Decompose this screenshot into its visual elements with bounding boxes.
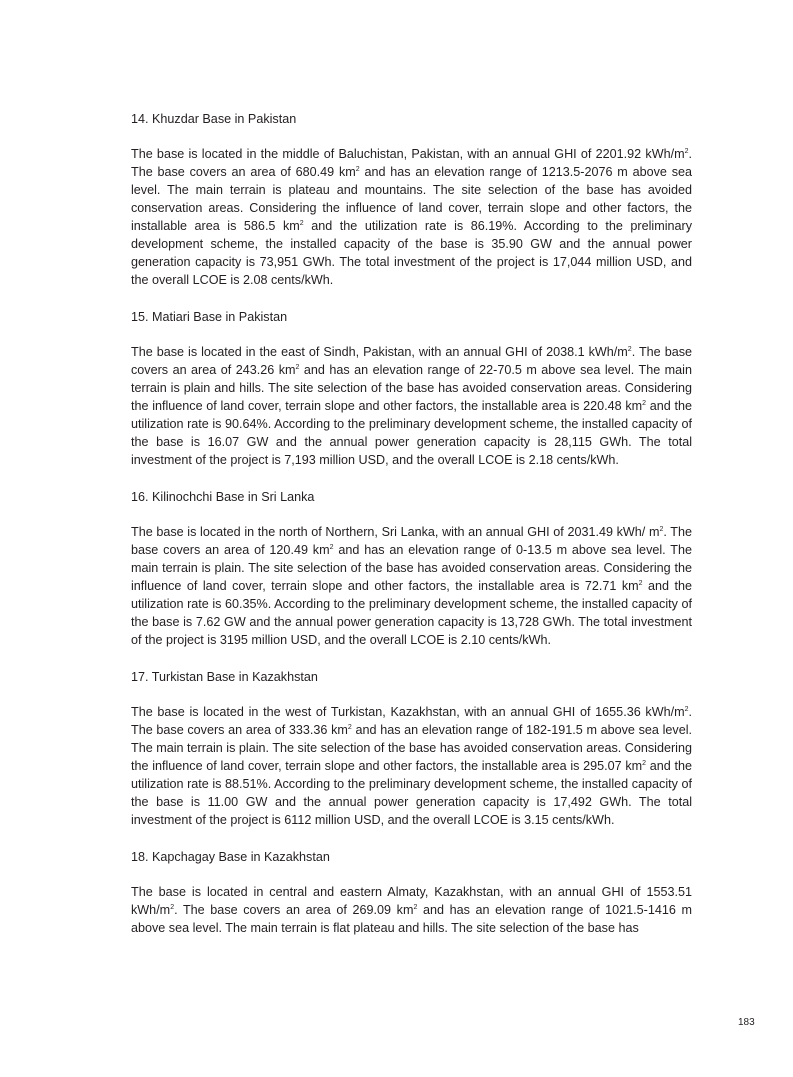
section-paragraph: The base is located in the west of Turkistan, Kazakhstan, with an annual GHI of 1655.36 kWh/$m^2$. The base covers an area of 333.36 $km^2$ and has an elevation range of 182-191.5 m above sea level. The main terrain is plain. The site selection of the base has avoided conservation areas. Considering the influence of land cover, terrain slope and other factors, the installable area is 295.07 $km^2$ and the utilization rate is 88.51%. According to the preliminary development scheme, the installed capacity of the base is 11.00 GW and the annual power generation capacity is 17,492 GWh. The total investment of the project is 6112 million USD, and the overall LCOE is 3.15 cents/kWh. (131, 705, 692, 827)
section-heading: 17. Turkistan Base in Kazakhstan (131, 670, 318, 684)
section-turkistan (131, 668, 692, 829)
section-paragraph: The base is located in the north of Northern, Sri Lanka, with an annual GHI of 2031.49 kWh/ $m^2$. The base covers an area of 120.49 $km^2$ and has an elevation range of 0-13.5 m above sea level. The main terrain is plain. The site selection of the base has avoided conservation areas. Considering the influence of land cover, terrain slope and other factors, the installable area is 72.71 $km^2$ and the utilization rate is 60.35%. According to the preliminary development scheme, the installed capacity of the base is 7.62 GW and the annual power generation capacity is 13,728 GWh. The total investment of the project is 3195 million USD, and the overall LCOE is 2.10 cents/kWh. (131, 525, 692, 647)
section-matiari (131, 308, 692, 469)
section-paragraph: The base is located in the east of Sindh, Pakistan, with an annual GHI of 2038.1 kWh/$m^2$. The base covers an area of 243.26 $km^2$ and has an elevation range of 22-70.5 m above sea level. The main terrain is plain and hills. The site selection of the base has avoided conservation areas. Considering the influence of land cover, terrain slope and other factors, the installable area is 220.48 $km^2$ and the utilization rate is 90.64%. According to the preliminary development scheme, the installed capacity of the base is 16.07 GW and the annual power generation capacity is 28,115 GWh. The total investment of the project is 7,193 million USD, and the overall LCOE is 2.18 cents/kWh. (131, 345, 693, 467)
section-paragraph: The base is located in the middle of Baluchistan, Pakistan, with an annual GHI of 2201.92 kWh/$m^2$. The base covers an area of 680.49 $km^2$ and has an elevation range of 1213.5-2076 m above sea level. The main terrain is plateau and mountains. The site selection of the base has avoided conservation areas. Considering the influence of land cover, terrain slope and other factors, the installable area is 586.5 $km^2$ and the utilization rate is 86.19%. According to the preliminary development scheme, the installed capacity of the base is 35.90 GW and the annual power generation capacity is 73,951 GWh. The total investment of the project is 17,044 million USD, and the overall LCOE is 2.08 cents/kWh. (131, 147, 693, 287)
section-heading: 14. Khuzdar Base in Pakistan (131, 112, 297, 126)
page-number: 183 (738, 1017, 755, 1028)
section-kapchagay (131, 848, 692, 937)
section-heading: 15. Matiari Base in Pakistan (131, 310, 288, 324)
section-heading: 16. Kilinochchi Base in Sri Lanka (131, 490, 315, 504)
section-kilinochchi (131, 488, 692, 649)
section-heading: 18. Kapchagay Base in Kazakhstan (131, 850, 330, 864)
document-page (131, 110, 692, 956)
section-paragraph: The base is located in central and eastern Almaty, Kazakhstan, with an annual GHI of 1553.51 kWh/$m^2$. The base covers an area of 269.09 $km^2$ and has an elevation range of 1021.5-1416 m above sea level. The main terrain is flat plateau and hills. The site selection of the base has (131, 885, 692, 935)
section-khuzdar (131, 110, 692, 289)
